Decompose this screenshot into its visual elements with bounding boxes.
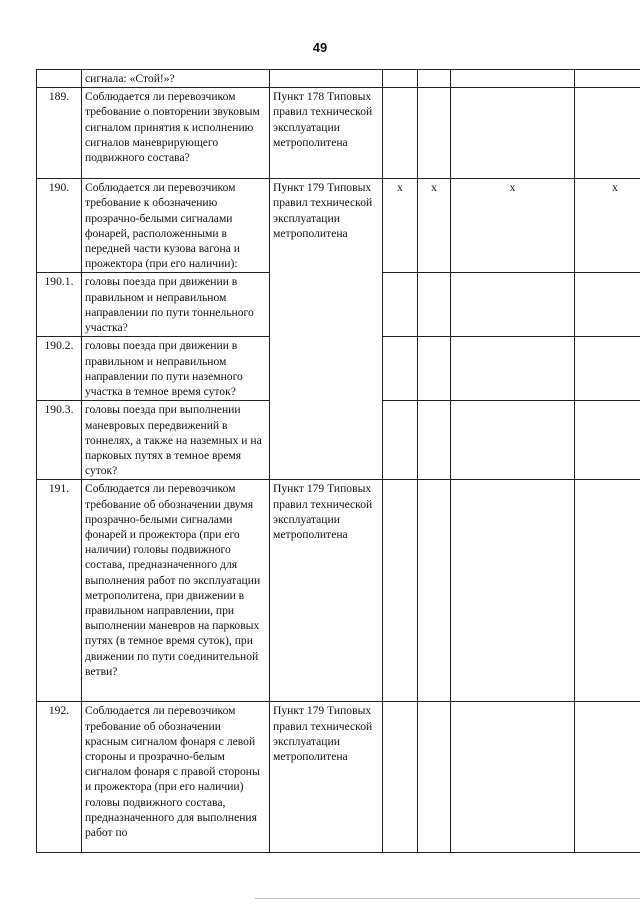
note-cell xyxy=(575,401,640,480)
scan-edge-line xyxy=(255,898,640,899)
checklist-table xyxy=(36,69,640,853)
question-cell: Соблюдается ли перевозчиком требование об обозначении красным сигналом фонаря с левой стороны и прозрачно-белым сигналом фонаря с правой стороны и прожектора (при его наличии) головы подвижного состава, предназначенного для выполнения работ по xyxy=(82,702,270,853)
note-cell xyxy=(575,480,640,702)
question-cell: головы поезда при движении в правильном и неправильном направлении по пути наземного участка в темное время суток? xyxy=(82,337,270,401)
answer-not-applicable-cell xyxy=(451,480,575,702)
row-number-cell: 189. xyxy=(37,88,82,179)
answer-not-applicable-cell xyxy=(451,401,575,480)
answer-no-cell: x xyxy=(418,179,451,273)
answer-not-applicable-cell xyxy=(451,702,575,853)
note-cell xyxy=(575,88,640,179)
answer-no-cell xyxy=(418,401,451,480)
answer-not-applicable-cell xyxy=(451,337,575,401)
reference-cell: Пункт 179 Типовых правил технической эксплуатации метрополитена xyxy=(270,480,383,702)
row-number-cell: 190.3. xyxy=(37,401,82,480)
reference-cell xyxy=(270,70,383,88)
answer-yes-cell: x xyxy=(383,179,418,273)
answer-no-cell xyxy=(418,273,451,337)
answer-no-cell xyxy=(418,702,451,853)
note-cell: x xyxy=(575,179,640,273)
row-number-cell: 190. xyxy=(37,179,82,273)
table-row xyxy=(37,70,640,88)
table-row xyxy=(37,179,640,273)
answer-no-cell xyxy=(418,88,451,179)
page-number: 49 xyxy=(312,40,328,55)
question-cell: сигнала: «Стой!»? xyxy=(82,70,270,88)
question-cell: головы поезда при движении в правильном и неправильном направлении по пути тоннельного участка? xyxy=(82,273,270,337)
question-cell: Соблюдается ли перевозчиком требование к обозначению прозрачно-белыми сигналами фонарей, расположенными в передней части кузова вагона и прожектора (при его наличии): xyxy=(82,179,270,273)
answer-yes-cell xyxy=(383,70,418,88)
note-cell xyxy=(575,337,640,401)
table-row xyxy=(37,88,640,179)
answer-not-applicable-cell: x xyxy=(451,179,575,273)
row-number-cell: 192. xyxy=(37,702,82,853)
row-number-cell: 190.2. xyxy=(37,337,82,401)
reference-cell: Пункт 179 Типовых правил технической эксплуатации метрополитена xyxy=(270,179,383,480)
question-cell: Соблюдается ли перевозчиком требование о повторении звуковым сигналом принятия к исполнению сигналов маневрирующего подвижного состава? xyxy=(82,88,270,179)
table-row xyxy=(37,480,640,702)
note-cell xyxy=(575,702,640,853)
reference-cell: Пункт 179 Типовых правил технической эксплуатации метрополитена xyxy=(270,702,383,853)
answer-yes-cell xyxy=(383,88,418,179)
answer-yes-cell xyxy=(383,337,418,401)
answer-yes-cell xyxy=(383,273,418,337)
answer-not-applicable-cell xyxy=(451,273,575,337)
question-cell: Соблюдается ли перевозчиком требование об обозначении двумя прозрачно-белыми сигналами фонарей и прожектора (при его наличии) головы подвижного состава, предназначенного для выполнения работ по эксплуатации метрополитена, при движении в правильном направлении, при выполнении маневров на парковых путях (в темное время суток), при движении по пути соединительной ветви? xyxy=(82,480,270,702)
question-cell: головы поезда при выполнении маневровых передвижений в тоннелях, а также на наземных и на парковых путях в темное время суток? xyxy=(82,401,270,480)
answer-not-applicable-cell xyxy=(451,88,575,179)
table-row xyxy=(37,702,640,853)
row-number-cell: 190.1. xyxy=(37,273,82,337)
reference-cell: Пункт 178 Типовых правил технической эксплуатации метрополитена xyxy=(270,88,383,179)
answer-no-cell xyxy=(418,70,451,88)
answer-no-cell xyxy=(418,337,451,401)
answer-no-cell xyxy=(418,480,451,702)
note-cell xyxy=(575,273,640,337)
answer-not-applicable-cell xyxy=(451,70,575,88)
row-number-cell: 191. xyxy=(37,480,82,702)
note-cell xyxy=(575,70,640,88)
answer-yes-cell xyxy=(383,401,418,480)
answer-yes-cell xyxy=(383,480,418,702)
answer-yes-cell xyxy=(383,702,418,853)
row-number-cell xyxy=(37,70,82,88)
